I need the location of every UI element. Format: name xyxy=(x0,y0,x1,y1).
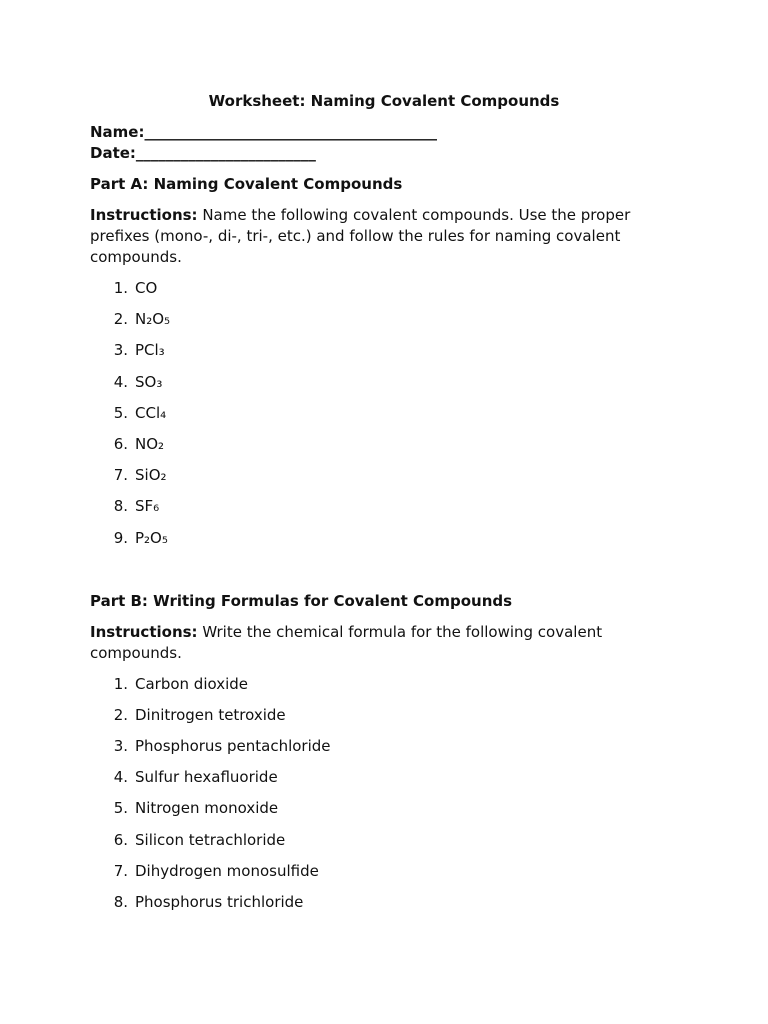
list-item-text: SiO₂ xyxy=(135,466,167,485)
list-item xyxy=(90,465,680,496)
part-a-instructions-lead: Instructions: xyxy=(90,206,198,224)
list-item xyxy=(90,278,680,309)
list-item-number: 3. xyxy=(113,737,128,756)
list-item-text: Dinitrogen tetroxide xyxy=(135,705,286,724)
list-item xyxy=(90,674,680,705)
list-item-number: 4. xyxy=(113,372,128,391)
part-a-instructions xyxy=(90,205,680,268)
list-item-text: Silicon tetrachloride xyxy=(135,830,286,849)
list-item xyxy=(90,528,680,559)
date-field xyxy=(90,143,680,164)
list-item-text: Phosphorus trichloride xyxy=(135,893,304,911)
list-item-number: 5. xyxy=(113,799,128,818)
name-blank: _______________________________________ xyxy=(144,123,437,141)
part-a-list xyxy=(90,278,680,559)
list-item xyxy=(90,830,680,861)
name-label: Name: xyxy=(90,123,145,141)
list-item-text: Carbon dioxide xyxy=(135,674,249,693)
student-fields xyxy=(90,122,680,164)
list-item-text: SF₆ xyxy=(135,497,160,516)
list-item-text: P₂O₅ xyxy=(135,528,168,547)
list-item xyxy=(90,892,680,923)
list-item xyxy=(90,767,680,798)
list-item-number: 1. xyxy=(113,279,128,297)
list-item-number: 2. xyxy=(113,705,128,724)
list-item-text: SO₃ xyxy=(135,372,163,391)
list-item-number: 8. xyxy=(113,497,128,516)
list-item-text: CCl₄ xyxy=(135,403,167,422)
list-item xyxy=(90,705,680,736)
date-label: Date: xyxy=(90,144,136,162)
list-item-number: 8. xyxy=(113,893,128,911)
list-item-number: 9. xyxy=(113,528,128,547)
list-item xyxy=(90,372,680,403)
part-b-list xyxy=(90,674,680,924)
part-b-instructions xyxy=(90,622,680,664)
part-a-instructions-text: Name the following covalent compounds. Use the proper prefixes (mono-, di-, tri-, etc.) and follow the rules for naming covalent compounds. xyxy=(90,206,631,266)
list-item-number: 2. xyxy=(113,310,128,329)
list-item-number: 6. xyxy=(113,830,128,849)
worksheet-page xyxy=(90,88,680,923)
list-item xyxy=(90,434,680,465)
list-item xyxy=(90,496,680,527)
list-item xyxy=(90,798,680,829)
list-item xyxy=(90,309,680,340)
list-item xyxy=(90,736,680,767)
list-item-text: Sulfur hexafluoride xyxy=(135,768,278,787)
list-item-text: CO xyxy=(135,279,158,297)
list-item-text: Dihydrogen monosulfide xyxy=(135,861,319,880)
part-b-instructions-lead: Instructions: xyxy=(90,622,198,641)
part-b-heading: Part B: Writing Formulas for Covalent Compounds xyxy=(90,591,513,610)
part-a-heading: Part A: Naming Covalent Compounds xyxy=(90,175,403,193)
list-item-text: Nitrogen monoxide xyxy=(135,799,279,818)
part-b-instructions-text: Write the chemical formula for the following covalent compounds. xyxy=(90,622,603,662)
list-item-text: N₂O₅ xyxy=(135,310,171,329)
list-item-number: 1. xyxy=(113,674,128,693)
list-item xyxy=(90,861,680,892)
list-item-number: 7. xyxy=(113,861,128,880)
worksheet-title: Worksheet: Naming Covalent Compounds xyxy=(208,92,560,110)
list-item-text: PCl₃ xyxy=(135,341,165,360)
list-item-number: 3. xyxy=(113,341,128,360)
list-item-number: 6. xyxy=(113,434,128,453)
date-blank: ________________________ xyxy=(135,144,316,162)
list-item-number: 7. xyxy=(113,466,128,485)
list-item-text: Phosphorus pentachloride xyxy=(135,737,331,756)
list-item-number: 4. xyxy=(113,768,128,787)
list-item xyxy=(90,403,680,434)
list-item-text: NO₂ xyxy=(135,434,165,453)
list-item xyxy=(90,340,680,371)
list-item-number: 5. xyxy=(113,403,128,422)
name-field xyxy=(90,122,680,143)
